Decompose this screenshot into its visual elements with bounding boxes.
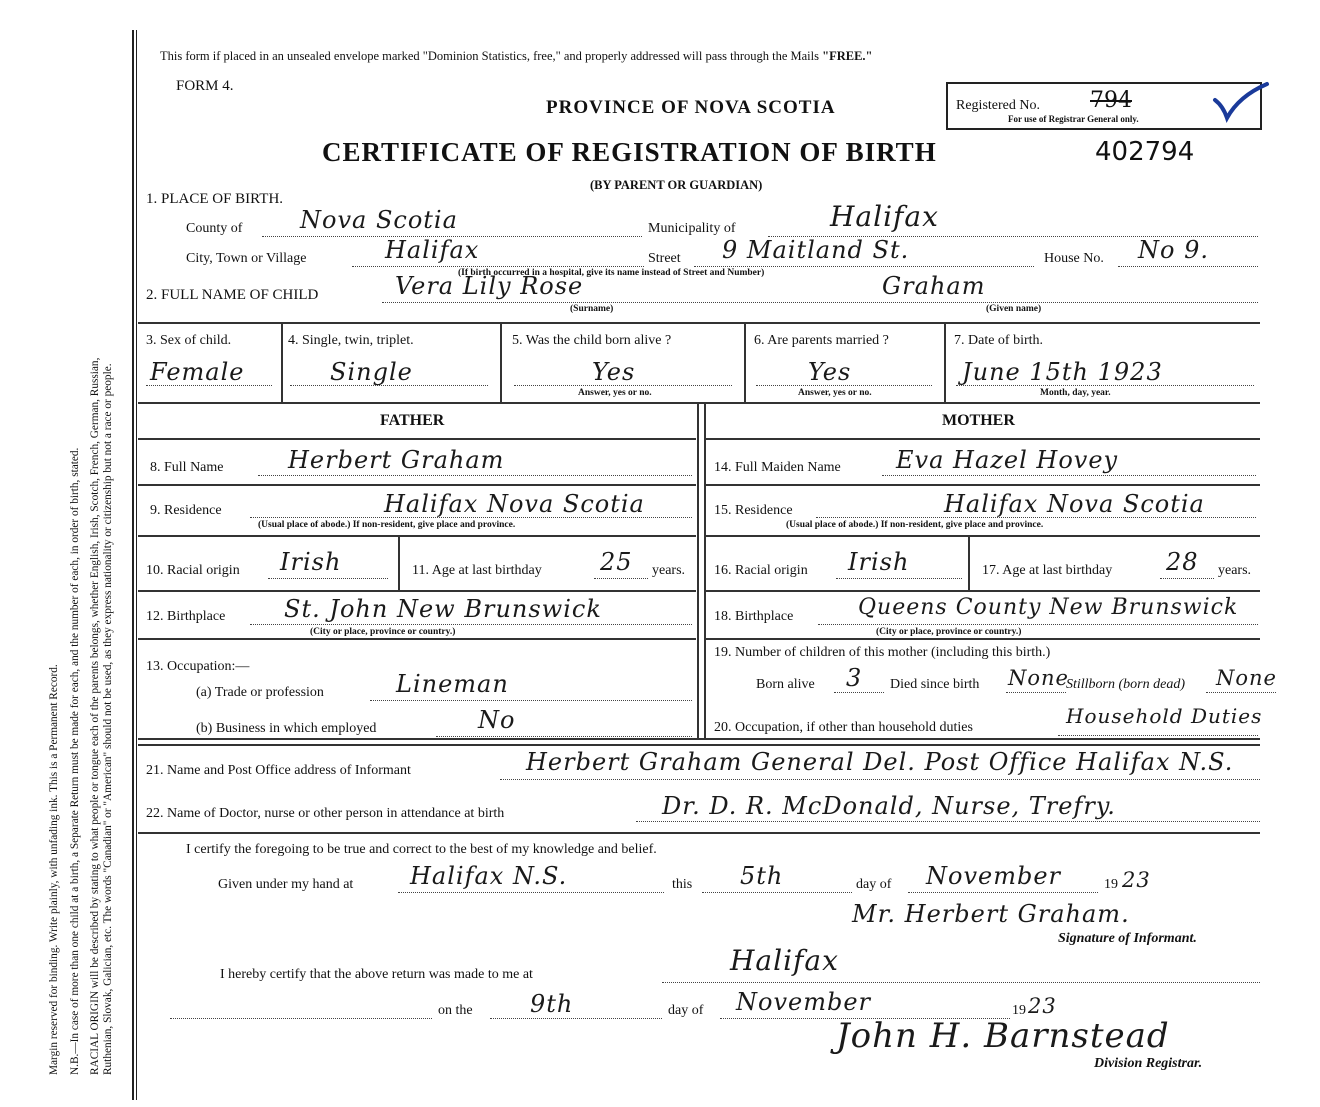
province-heading: PROVINCE OF NOVA SCOTIA	[546, 97, 836, 118]
mother-residence-value: Halifax Nova Scotia	[944, 490, 1205, 518]
mother-name-label: 14. Full Maiden Name	[714, 460, 841, 475]
registrar-day: 9th	[530, 990, 574, 1018]
check-mark-icon	[1205, 78, 1275, 128]
registrar-place: Halifax	[730, 944, 839, 977]
house-label: House No.	[1044, 251, 1104, 266]
page-title: CERTIFICATE OF REGISTRATION OF BIRTH	[322, 137, 937, 167]
certify-statement: I certify the foregoing to be true and correct to the best of my knowledge and belief.	[186, 842, 657, 857]
married-value: Yes	[808, 358, 852, 386]
father-birthplace-caption: (City or place, province or country.)	[310, 627, 456, 637]
margin-line-1: Margin reserved for binding. Write plainly, with unfading ink. This is a Permanent Record.	[48, 664, 60, 1075]
given-day: 5th	[740, 862, 784, 890]
mother-residence-caption: (Usual place of abode.) If non-resident, give place and province.	[786, 520, 1044, 530]
street-label: Street	[648, 251, 681, 266]
mother-birthplace-caption: (City or place, province or country.)	[876, 627, 1022, 637]
business-value: No	[478, 706, 516, 734]
father-heading: FATHER	[380, 412, 445, 429]
registrar-note: For use of Registrar General only.	[1008, 114, 1139, 124]
mail-note: This form if placed in an unsealed envelope marked "Dominion Statistics, free," and properly addressed will pass through the Mails "FREE."	[160, 49, 873, 63]
father-birthplace-label: 12. Birthplace	[146, 609, 226, 624]
trade-value: Lineman	[396, 670, 509, 698]
sex-value: Female	[150, 358, 245, 386]
father-residence-caption: (Usual place of abode.) If non-resident, give place and province.	[258, 520, 516, 530]
trade-label: (a) Trade or profession	[196, 685, 324, 700]
place-section: 1. PLACE OF BIRTH.	[146, 191, 284, 207]
sex-label: 3. Sex of child.	[146, 333, 232, 348]
doctor-value: Dr. D. R. McDonald, Nurse, Trefry.	[662, 792, 1116, 820]
informant-value: Herbert Graham General Del. Post Office Halifax N.S.	[526, 748, 1234, 776]
street-note: (If birth occurred in a hospital, give its name instead of Street and Number)	[458, 268, 765, 278]
plurality-value: Single	[330, 358, 413, 386]
given-caption: (Given name)	[986, 304, 1042, 314]
mother-heading: MOTHER	[942, 412, 1015, 429]
given-dayof-label: day of	[856, 877, 892, 892]
married-label: 6. Are parents married ?	[754, 333, 889, 348]
father-birthplace-value: St. John New Brunswick	[284, 595, 602, 623]
form-number: FORM 4.	[176, 78, 234, 94]
mother-occupation-value: Household Duties	[1066, 704, 1263, 728]
born-alive-value: 3	[846, 664, 863, 692]
county-value: Nova Scotia	[300, 206, 458, 234]
street-value: 9 Maitland St.	[722, 236, 910, 264]
father-name-value: Herbert Graham	[288, 446, 505, 474]
mother-race-label: 16. Racial origin	[714, 563, 808, 578]
alive-value: Yes	[592, 358, 636, 386]
county-label: County of	[186, 221, 243, 236]
house-value: No 9.	[1138, 236, 1209, 264]
occupation-label: 13. Occupation:—	[146, 659, 250, 674]
dob-label: 7. Date of birth.	[954, 333, 1044, 348]
mother-race-value: Irish	[848, 548, 910, 576]
margin-instructions	[48, 35, 115, 1075]
stillborn-label: Stillborn (born dead)	[1066, 677, 1185, 692]
city-label: City, Town or Village	[186, 251, 307, 266]
father-name-label: 8. Full Name	[150, 460, 224, 475]
binding-line-inner	[136, 30, 137, 1100]
municipality-label: Municipality of	[648, 221, 736, 236]
this-label: this	[672, 877, 693, 892]
binding-line	[132, 30, 134, 1100]
children-label: 19. Number of children of this mother (including this birth.)	[714, 645, 1051, 660]
given-label: Given under my hand at	[218, 877, 354, 892]
died-value: None	[1008, 666, 1069, 690]
mother-occupation-label: 20. Occupation, if other than household duties	[714, 720, 973, 735]
city-value: Halifax	[385, 236, 480, 264]
registrar-month: November	[736, 988, 872, 1016]
plurality-label: 4. Single, twin, triplet.	[288, 333, 414, 348]
given-month: November	[926, 862, 1062, 890]
registered-number: 794	[1090, 88, 1132, 113]
child-name-label: 2. FULL NAME OF CHILD	[146, 287, 319, 303]
registrar-caption: Division Registrar.	[1094, 1056, 1203, 1071]
registrar-dayof-label: day of	[668, 1003, 704, 1018]
mother-birthplace-value: Queens County New Brunswick	[858, 595, 1239, 620]
died-label: Died since birth	[890, 677, 980, 692]
registered-label: Registered No.	[956, 98, 1040, 113]
signature-caption: Signature of Informant.	[1058, 931, 1197, 946]
margin-line-4: Ruthenian, Slovak, Galician, etc. The words "Canadian" or "American" should not be used, as they express nationality or citizenship but not a race or people.	[101, 363, 114, 1075]
father-age-label: 11. Age at last birthday	[412, 563, 542, 578]
born-alive-label: Born alive	[756, 677, 815, 692]
father-race-value: Irish	[280, 548, 342, 576]
married-caption: Answer, yes or no.	[798, 388, 872, 398]
registrar-year: 23	[1028, 994, 1057, 1018]
mother-birthplace-label: 18. Birthplace	[714, 609, 794, 624]
mother-age-label: 17. Age at last birthday	[982, 563, 1113, 578]
registrar-on-label: on the	[438, 1003, 473, 1018]
alive-caption: Answer, yes or no.	[578, 388, 652, 398]
margin-line-3: RACIAL ORIGIN will be described by stating to what people or tongue each of the parents belongs, whether English, Irish, Scotch, French, German, Russian,	[88, 357, 101, 1075]
father-residence-label: 9. Residence	[150, 503, 222, 518]
dob-caption: Month, day, year.	[1040, 388, 1111, 398]
child-given-name: Vera Lily Rose	[395, 272, 584, 300]
father-age-value: 25	[600, 548, 633, 576]
surname-caption: (Surname)	[570, 304, 614, 314]
alive-label: 5. Was the child born alive ?	[512, 333, 672, 348]
father-race-label: 10. Racial origin	[146, 563, 240, 578]
margin-line-2: N.B.—In case of more than one child at a birth, a Separate Return must be made for each, and the number of each, in order of birth, stated.	[69, 447, 82, 1075]
father-years: years.	[652, 563, 686, 578]
municipality-value: Halifax	[830, 200, 939, 233]
informant-label: 21. Name and Post Office address of Informant	[146, 763, 411, 778]
informant-signature: Mr. Herbert Graham.	[852, 900, 1130, 928]
given-year: 23	[1122, 868, 1151, 892]
child-surname: Graham	[882, 272, 986, 300]
stillborn-value: None	[1216, 666, 1277, 690]
father-residence-value: Halifax Nova Scotia	[384, 490, 645, 518]
mother-years: years.	[1218, 563, 1252, 578]
given-year-prefix: 19	[1104, 877, 1118, 892]
registrar-year-prefix: 19	[1012, 1003, 1026, 1018]
dob-value: June 15th 1923	[962, 358, 1163, 386]
registrar-statement: I hereby certify that the above return was made to me at	[220, 967, 533, 982]
given-place: Halifax N.S.	[410, 862, 568, 890]
mother-name-value: Eva Hazel Hovey	[896, 446, 1119, 474]
mother-age-value: 28	[1166, 548, 1199, 576]
mother-residence-label: 15. Residence	[714, 503, 793, 518]
doctor-label: 22. Name of Doctor, nurse or other person in attendance at birth	[146, 806, 505, 821]
business-label: (b) Business in which employed	[196, 721, 377, 736]
registrar-signature: John H. Barnstead	[836, 1016, 1170, 1056]
certificate-number: 402794	[1095, 137, 1195, 167]
subtitle: (BY PARENT OR GUARDIAN)	[590, 178, 763, 192]
